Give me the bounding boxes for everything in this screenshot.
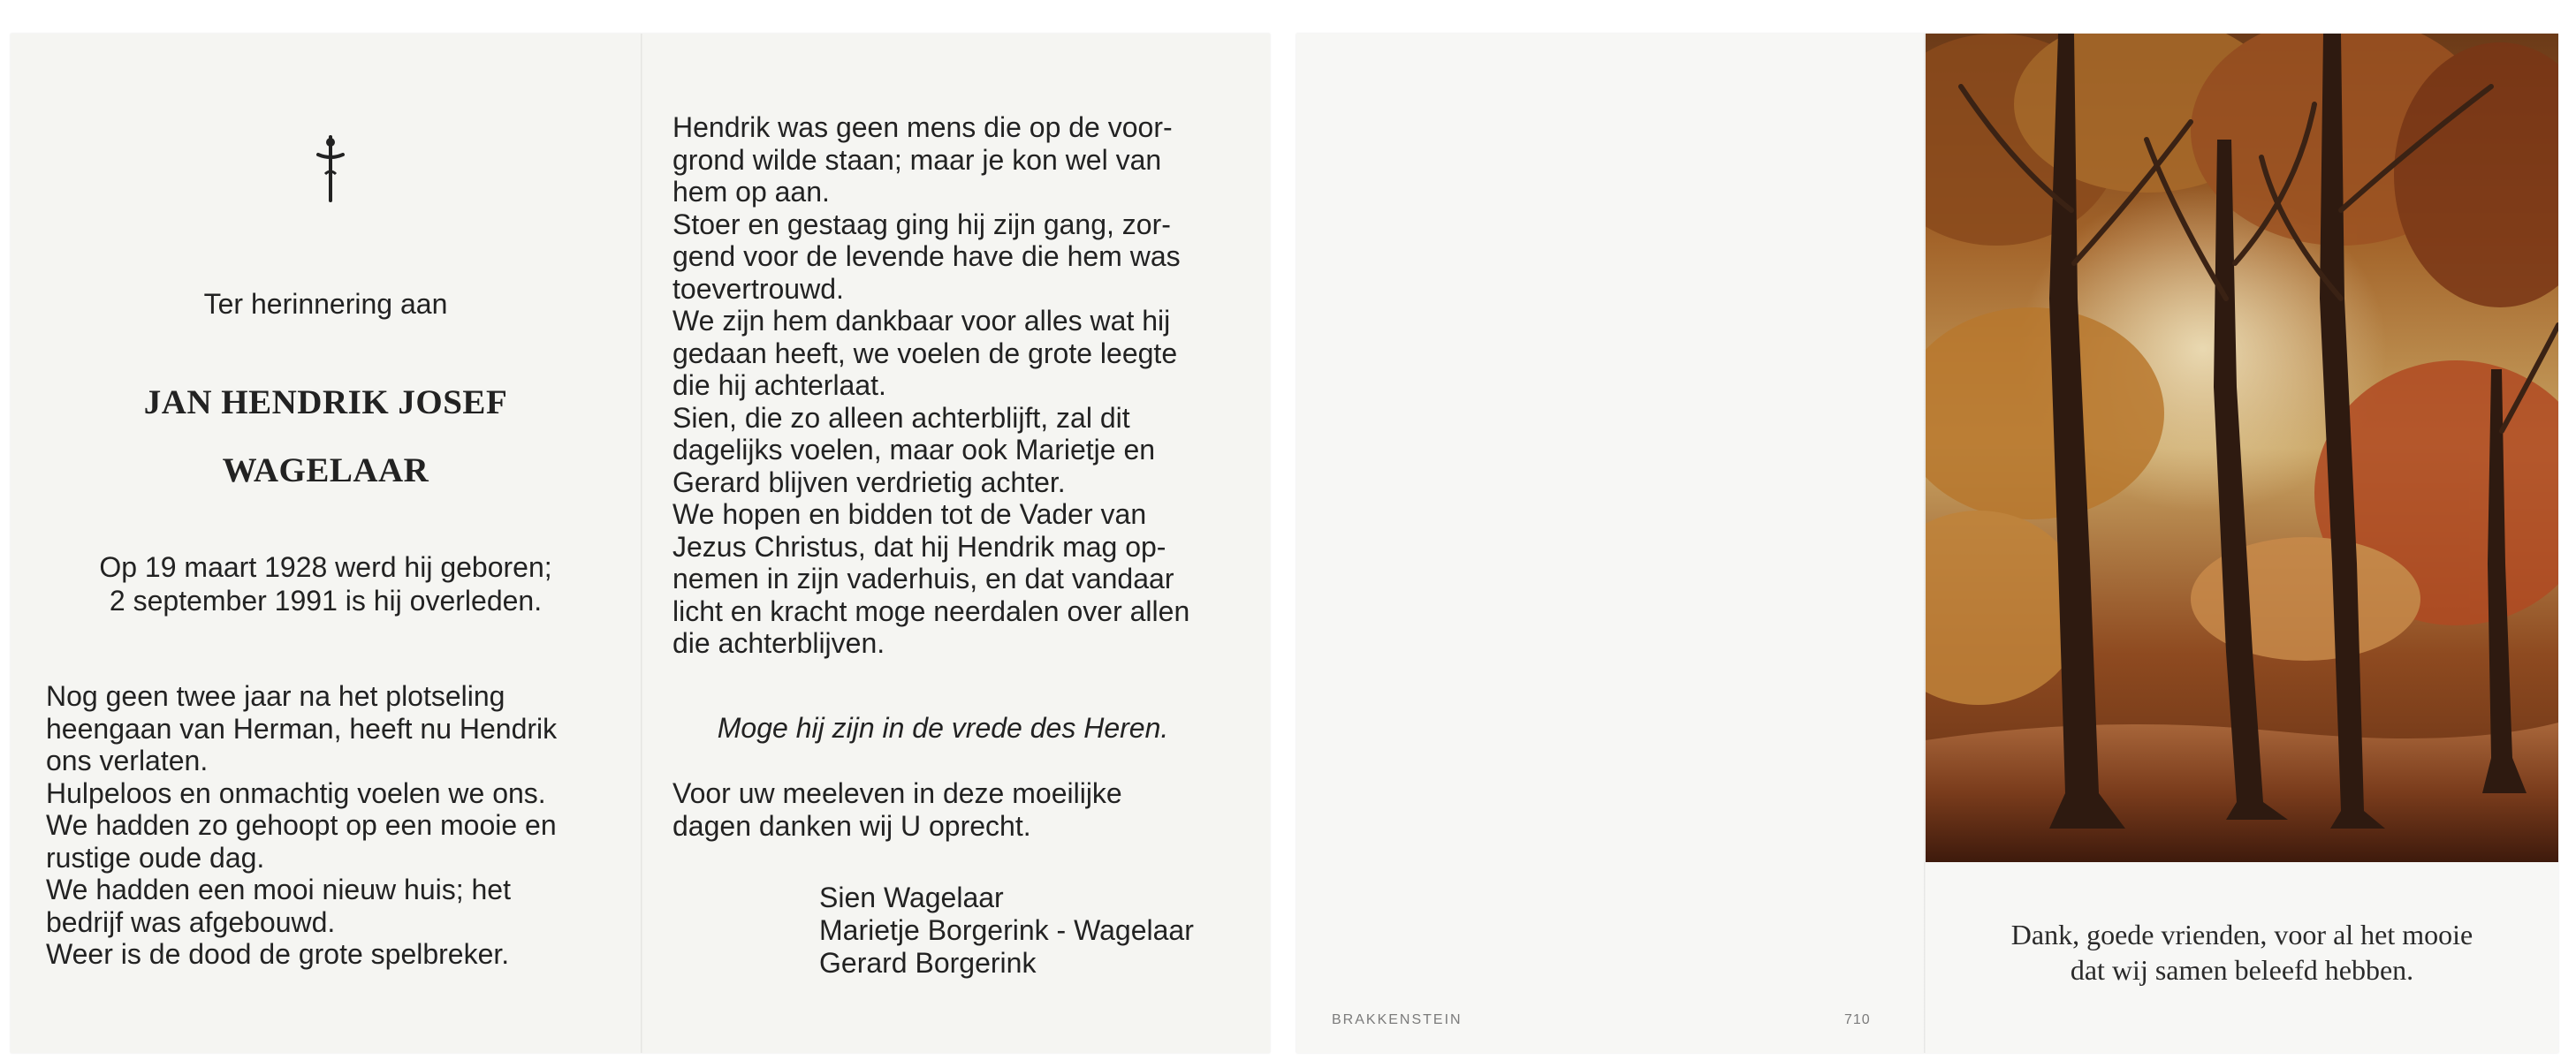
thank-you-quote	[1926, 917, 2558, 988]
text-line: We zijn hem dankbaar voor alles wat hij	[672, 305, 1171, 337]
publisher-imprint: BRAKKENSTEIN	[1332, 1012, 1463, 1027]
text-line: Sien, die zo alleen achterblijft, zal dit	[672, 401, 1130, 434]
text-line: ons verlaten.	[46, 745, 209, 776]
card-number: 710	[1844, 1012, 1871, 1027]
text-line: We hopen en bidden tot de Vader van	[672, 498, 1147, 530]
text-line: die hij achterlaat.	[672, 369, 886, 401]
inside-paragraph	[672, 111, 1242, 660]
signers-list	[819, 882, 1194, 980]
text-line: Jezus Christus, dat hij Hendrik mag op-	[672, 530, 1166, 563]
in-memory-label: Ter herinnering aan	[203, 288, 448, 320]
signer-name: Gerard Borgerink	[819, 947, 1037, 979]
memorial-card-text-side	[11, 34, 1270, 1053]
thanks-paragraph	[672, 777, 1242, 843]
text-line: We hadden zo gehoopt op een mooie en	[46, 809, 557, 841]
text-line: dagen danken wij U oprecht.	[672, 810, 1031, 842]
cover-paragraph	[46, 680, 613, 971]
deceased-name-line1: JAN HENDRIK JOSEF	[143, 383, 508, 421]
text-line: dagelijks voelen, maar ook Marietje en	[672, 434, 1156, 466]
text-line: nemen in zijn vaderhuis, en dat vandaar	[672, 563, 1174, 594]
text-line: Nog geen twee jaar na het plotseling	[46, 680, 505, 712]
memorial-card-picture-side	[1296, 34, 2558, 1053]
text-line: licht en kracht moge neerdalen over allen	[672, 594, 1190, 627]
text-line: hem op aan.	[672, 176, 830, 208]
text-line: Stoer en gestaag ging hij zijn gang, zor-	[672, 208, 1171, 240]
death-line: 2 september 1991 is hij overleden.	[109, 585, 543, 617]
picture-panel	[1926, 34, 2558, 1053]
text-line: toevertrouwd.	[672, 272, 844, 305]
quote-line: dat wij samen beleefd hebben.	[2070, 954, 2414, 986]
birth-line: Op 19 maart 1928 werd hij geboren;	[99, 551, 552, 583]
text-line: grond wilde staan; maar je kon wel van	[672, 143, 1162, 176]
signer-name: Sien Wagelaar	[819, 882, 1004, 913]
text-line: Weer is de dood de grote spelbreker.	[46, 938, 510, 970]
cover-panel	[11, 34, 641, 1053]
text-line: Hendrik was geen mens die op de voor-	[672, 111, 1173, 143]
text-line: gedaan heeft, we voelen de grote leegte	[672, 337, 1178, 369]
text-line: die achterblijven.	[672, 627, 885, 659]
text-line: We hadden een mooi nieuw huis; het	[46, 874, 511, 905]
back-panel	[1296, 34, 1924, 1053]
text-line: Gerard blijven verdrietig achter.	[672, 466, 1066, 498]
text-line: heengaan van Herman, heeft nu Hendrik	[46, 712, 558, 745]
deceased-name-line2: WAGELAAR	[222, 451, 429, 489]
inside-panel	[642, 34, 1270, 1053]
autumn-forest-photo	[1926, 34, 2558, 862]
text-line: rustige oude dag.	[46, 841, 265, 874]
cross-icon	[313, 133, 348, 204]
signer-name: Marietje Borgerink - Wagelaar	[819, 914, 1194, 946]
quote-line: Dank, goede vrienden, voor al het mooie	[2010, 919, 2473, 950]
text-line: gend voor de levende have die hem was	[672, 240, 1181, 272]
life-dates	[11, 550, 641, 617]
text-line: Voor uw meeleven in deze moeilijke	[672, 777, 1122, 809]
prayer-line: Moge hij zijn in de vrede des Heren.	[717, 712, 1169, 744]
text-line: bedrijf was afgebouwd.	[46, 905, 336, 938]
text-line: Hulpeloos en onmachtig voelen we ons.	[46, 776, 546, 809]
